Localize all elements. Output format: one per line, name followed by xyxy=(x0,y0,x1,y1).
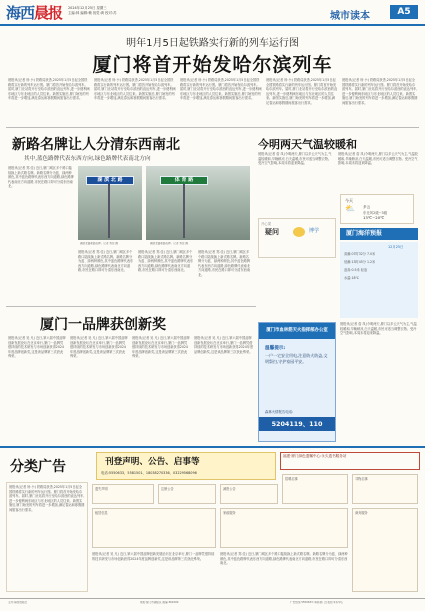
notice-phone: 电话:5550633、5581501、18038270336、03229568096 xyxy=(101,471,197,475)
story4-column-1: 晨报讯(记者 吴 凡) 近日,第六届中国品牌创新发展论坛在北京举行,厦门一品牌凭借持续的技术研发与市场创新获得2024年度品牌创新奖,这是该品牌第三次获此殊荣。 xyxy=(8,336,66,359)
footer-rule xyxy=(0,598,425,599)
photo-caption-1: 湖滨北路新路名牌。记者 郑佳 摄 xyxy=(80,242,118,245)
tide-item: 水温:18℃ xyxy=(344,276,360,280)
lead-column-4: 晨报讯(记者 杨 小) 铁路局获悉,2025年1月5日起全国铁路将实行新的列车运行图。厦门将首开始发哈尔滨列车。届时,厦门北站将开行至哈尔滨西的直达列车,进一步便利闽东地区与东北地区的人员往来。新图实施后,厦门始发的列车将进一步增加,满足春运和寒假期间旅客出行需求。 xyxy=(266,78,338,105)
notice-title: 刊登声明、公告、启事等 xyxy=(105,457,200,467)
classified-column-1: 晨报讯(记者 杨 小) 铁路局获悉,2025年1月5日起全国铁路将实行新的列车运行图。厦门将首开始发哈尔滨列车。届时,厦门北站将开行至哈尔滨西的直达列车,进一步便利闽东地区与东北地区的人员往来。新图实施后,厦门始发的列车将进一步增加,满足春运和寒假期间旅客出行需求。 xyxy=(6,482,88,592)
story2-headline: 新路名牌让人分清东西南北 xyxy=(12,137,180,153)
road-sign-blue: 湖 滨 北 路 xyxy=(86,176,134,185)
tide-title: 厦门海洋预报 xyxy=(340,228,418,240)
lead-column-2: 晨报讯(记者 杨 小) 铁路局获悉,2025年1月5日起全国铁路将实行新的列车运行图。厦门将首开始发哈尔滨列车。届时,厦门北站将开行至哈尔滨西的直达列车,进一步便利闽东地区与东北地区的人员往来。新图实施后,厦门始发的列车将进一步增加,满足春运和寒假期间旅客出行需求。 xyxy=(94,78,176,101)
classified-cell: 减资公告 xyxy=(220,484,278,504)
fire-notice-box xyxy=(258,322,336,442)
sign-pole xyxy=(183,184,185,238)
tide-item: 低潮:13时45分 1.2米 xyxy=(344,260,376,264)
classified-text: 晨报讯(记者 吴 凡) 近日,第六届中国品牌创新发展论坛在北京举行,厦门一品牌凭借持续的技术研发与市场创新获得2024年度品牌创新奖,这是该品牌第三次获此殊荣。 xyxy=(92,552,215,561)
classified-rule xyxy=(0,446,425,448)
story2-column-2: 晨报讯(记者 郑 佳) 近日,厦门城区多个路口陆续换上新式路名牌。新路名牌分为蓝、绿两种颜色,其中蓝色路牌代表东西方向道路,绿色路牌代表南北方向道路,市民在路口即可分清东西南北。 xyxy=(78,250,134,273)
cloud-sun-icon: ⛅ xyxy=(345,204,355,213)
photo-caption-2: 湖滨北路新路名牌。记者 郑佳 摄 xyxy=(150,242,188,245)
story2-photo-2 xyxy=(146,166,250,240)
qa-label2: 博学 xyxy=(309,228,320,234)
story4-column-2: 晨报讯(记者 吴 凡) 近日,第六届中国品牌创新发展论坛在北京举行,厦门一品牌凭借持续的技术研发与市场创新获得2024年度品牌创新奖,这是该品牌第三次获此殊荣。 xyxy=(70,336,128,359)
classified-cell: 遗失声明 xyxy=(92,484,154,504)
lead-headline: 厦门将首开始发哈尔滨列车 xyxy=(92,54,333,76)
tide-item: 高潮:07时32分 7.0米 xyxy=(344,252,376,256)
tide-item: 浪高:0.5米 轻浪 xyxy=(344,268,368,272)
sign-pole xyxy=(108,184,110,238)
classified-cell: 租赁信息 xyxy=(92,508,216,548)
hotline-label: 森林火情报告电话: xyxy=(265,410,294,414)
classified-title: 分类广告 xyxy=(10,459,66,475)
newspaper-logo: 海西晨报 xyxy=(6,4,63,22)
story3-headline: 今明两天气温较暖和 xyxy=(258,138,357,151)
story2-column-1: 晨报讯(记者 郑 佳) 近日,厦门城区多个路口陆续换上新式路名牌。新路名牌分为蓝、绿两种颜色,其中蓝色路牌代表东西方向道路,绿色路牌代表南北方向道路,市民在路口即可分清东西南北。 xyxy=(8,166,74,189)
issue-date: 2024年12月25日 星期三 xyxy=(68,6,107,10)
fire-notice-slogan: 温馨提示: xyxy=(265,346,286,351)
classified-cell: 家政服务 xyxy=(220,508,348,548)
lead-kicker: 明年1月5日起铁路实行新的列车运行图 xyxy=(126,38,299,49)
cartoon-face-icon xyxy=(293,227,305,237)
classified-right-title: 福建·厦门绿色遗嘱中心:永久遗书服务站 xyxy=(280,452,420,470)
lead-column-3: 晨报讯(记者 杨 小) 铁路局获悉,2025年1月5日起全国铁路将实行新的列车运行图。厦门将首开始发哈尔滨列车。届时,厦门北站将开行至哈尔滨西的直达列车,进一步便利闽东地区与东北地区的人员往来。新图实施后,厦门始发的列车将进一步增加,满足春运和寒假期间旅客出行需求。 xyxy=(180,78,262,101)
weather-title: 今天 xyxy=(345,198,353,203)
story4-column-3: 晨报讯(记者 吴 凡) 近日,第六届中国品牌创新发展论坛在北京举行,厦门一品牌凭借持续的技术研发与市场创新获得2024年度品牌创新奖,这是该品牌第三次获此殊荣。 xyxy=(132,336,190,359)
section-title: 城市读本 xyxy=(330,11,370,22)
story2-column-3: 晨报讯(记者 郑 佳) 近日,厦门城区多个路口陆续换上新式路名牌。新路名牌分为蓝、绿两种颜色,其中蓝色路牌代表东西方向道路,绿色路牌代表南北方向道路,市民在路口即可分清东西南北。 xyxy=(138,250,194,273)
lead-column-1: 晨报讯(记者 杨 小) 铁路局获悉,2025年1月5日起全国铁路将实行新的列车运行图。厦门将首开始发哈尔滨列车。届时,厦门北站将开行至哈尔滨西的直达列车,进一步便利闽东地区与东北地区的人员往来。新图实施后,厦门始发的列车将进一步增加,满足春运和寒假期间旅客出行需求。 xyxy=(8,78,90,101)
tide-date: 12月25日 xyxy=(388,245,404,249)
fire-notice-text: 一户一宅安全用电,注意防火防盗,文明祭扫,守护家园平安。 xyxy=(265,353,328,364)
qa-label: 疑问 xyxy=(265,228,279,236)
story3-column-1: 晨报讯(记者 詹 凤)今明两天,厦门以多云天气为主,气温较暖和,早晚稍凉,白天温暖,市民可适当调整衣物。受冷空气影响,本周末将迎来降温。 xyxy=(258,152,332,166)
weather-wind: 东北风2级~3级 xyxy=(363,211,388,215)
footer-center: 地址:厦门市湖里区 邮编:361000 xyxy=(140,601,179,604)
page-number: A5 xyxy=(390,5,418,19)
story4-headline: 厦门一品牌获创新奖 xyxy=(40,317,166,333)
classified-cell: 招聘启事 xyxy=(282,474,348,504)
story4-column-4: 晨报讯(记者 吴 凡) 近日,第六届中国品牌创新发展论坛在北京举行,厦门一品牌凭借持续的技术研发与市场创新获得2024年度品牌创新奖,这是该品牌第三次获此殊荣。 xyxy=(194,336,254,354)
masthead xyxy=(0,0,425,26)
weather-desc: 多云 xyxy=(363,205,371,209)
divider xyxy=(6,306,256,307)
tide-box xyxy=(340,242,418,318)
masthead-info xyxy=(68,6,243,16)
classified-cell: 注销公告 xyxy=(158,484,216,504)
fire-notice-title: 厦门市血林筋天火指挥部办公室 xyxy=(259,323,335,339)
weather-box xyxy=(340,194,414,224)
qa-section: 开心果 xyxy=(261,222,272,226)
classified-text: 晨报讯(记者 郑 佳) 近日,厦门城区多个路口陆续换上新式路名牌。新路名牌分为蓝、绿两种颜色,其中蓝色路牌代表东西方向道路,绿色路牌代表南北方向道路,市民在路口即可分清东西南北。 xyxy=(220,552,348,566)
editor-line: 主编:林 编辑:赖 视觉:黄 校对:苏 xyxy=(68,11,117,15)
footer-right: 广告热线:5550633 印刷:厦门日报社印务中心 xyxy=(290,601,344,604)
classified-cell: 商务服务 xyxy=(352,508,418,592)
story2-column-4: 晨报讯(记者 郑 佳) 近日,厦门城区多个路口陆续换上新式路名牌。新路名牌分为蓝、绿两种颜色,其中蓝色路牌代表东西方向道路,绿色路牌代表南北方向道路,市民在路口即可分清东西南北。 xyxy=(198,250,251,277)
footer-left: 主办:海西晨报社 xyxy=(8,601,28,604)
story2-subhead: 其中,蓝色路牌代表东西方向,绿色路牌代表南北方向 xyxy=(24,156,151,162)
story3-column-2: 晨报讯(记者 詹 凤)今明两天,厦门以多云天气为主,气温较暖和,早晚稍凉,白天温暖,市民可适当调整衣物。受冷空气影响,本周末将迎来降温。 xyxy=(338,152,418,166)
road-sign-green: 体 育 路 xyxy=(160,176,208,185)
tide-extra-column: 晨报讯(记者 詹 凤)今明两天,厦门以多云天气为主,气温较暖和,早晚稍凉,白天温暖,市民可适当调整衣物。受冷空气影响,本周末将迎来降温。 xyxy=(340,322,417,336)
qa-box xyxy=(258,218,336,258)
lead-column-5: 晨报讯(记者 杨 小) 铁路局获悉,2025年1月5日起全国铁路将实行新的列车运行图。厦门将首开始发哈尔滨列车。届时,厦门北站将开行至哈尔滨西的直达列车,进一步便利闽东地区与东北地区的人员往来。新图实施后,厦门始发的列车将进一步增加,满足春运和寒假期间旅客出行需求。 xyxy=(342,78,418,105)
divider xyxy=(6,127,419,128)
classified-cell: 寻物启事 xyxy=(352,474,418,504)
hotline-number: 5204119、110 xyxy=(259,417,335,431)
notice-banner xyxy=(96,452,276,480)
story2-photo-1 xyxy=(78,166,142,240)
weather-temp: 13℃~20℃ xyxy=(363,215,385,220)
